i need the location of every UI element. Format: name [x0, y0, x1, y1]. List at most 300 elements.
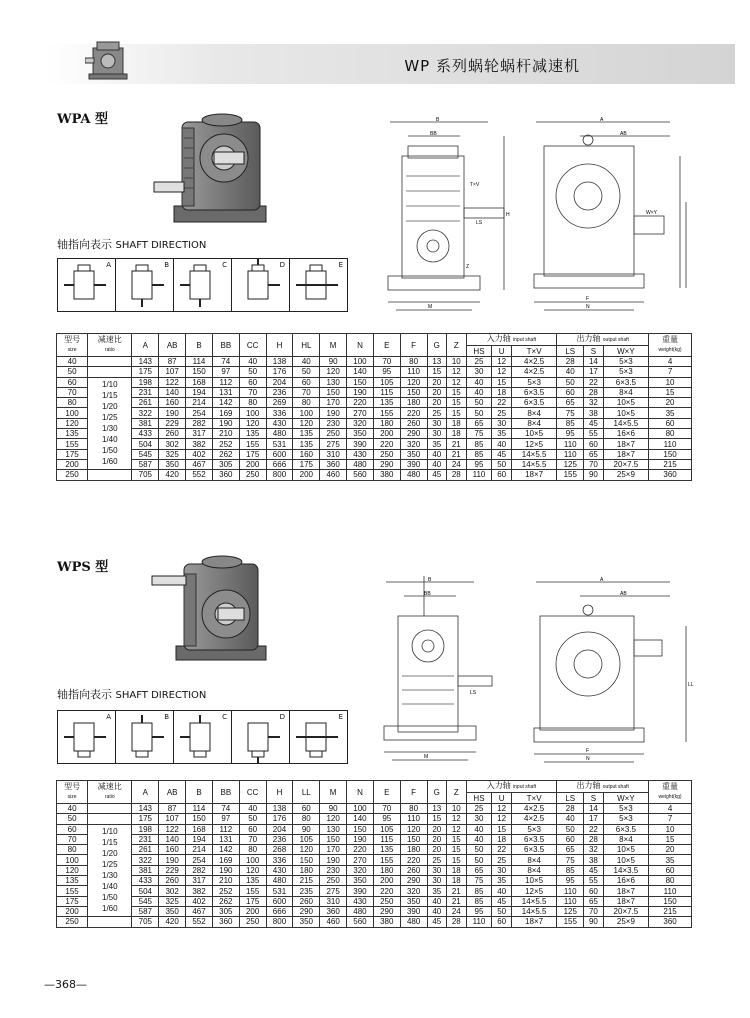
col-header: E: [373, 334, 400, 357]
table-cell: 250: [320, 876, 347, 886]
table-cell: 150: [400, 834, 427, 844]
table-cell: 336: [266, 855, 293, 865]
table-cell: 262: [212, 896, 239, 906]
table-cell: 382: [186, 439, 213, 449]
col-header: N: [347, 334, 374, 357]
cell-model: 250: [57, 470, 88, 480]
table-cell: 169: [212, 408, 239, 418]
table-cell: 705: [132, 470, 159, 480]
col-header-output-shaft: 出力轴 output shaft: [557, 334, 649, 346]
table-cell: 220: [373, 439, 400, 449]
wpa-side-view-drawing: [378, 116, 518, 316]
table-cell: 45: [492, 449, 512, 459]
table-cell: 270: [347, 855, 374, 865]
table-cell: 70: [584, 906, 604, 916]
table-cell: 90: [584, 917, 604, 927]
table-cell: 122: [159, 377, 186, 387]
table-cell: 45: [492, 896, 512, 906]
table-cell: 13: [427, 357, 447, 367]
table-cell: 112: [212, 824, 239, 834]
table-cell: 6×3.5: [603, 377, 648, 387]
table-cell: 180: [373, 865, 400, 875]
table-cell: 75: [466, 429, 492, 439]
table-cell: 190: [159, 408, 186, 418]
cell-model: 135: [57, 429, 88, 439]
table-cell: 168: [186, 824, 213, 834]
ratio-value: 1/60: [102, 457, 118, 467]
table-cell: 60: [557, 387, 584, 397]
direction-diagram-d: D: [232, 259, 290, 311]
table-cell: 22: [492, 398, 512, 408]
table-cell: 130: [320, 824, 347, 834]
table-cell: 21: [447, 896, 467, 906]
wps-side-label-m: M: [424, 754, 429, 760]
side-label-bb: BB: [430, 131, 437, 137]
table-cell: 545: [132, 896, 159, 906]
table-cell: 10: [447, 804, 467, 814]
table-cell: 600: [266, 449, 293, 459]
table-cell: 262: [212, 449, 239, 459]
wps-side-label-ls: LS: [470, 690, 477, 696]
table-cell: 220: [400, 855, 427, 865]
table-cell: 28: [447, 470, 467, 480]
table-cell: 10: [649, 824, 692, 834]
table-cell: 70: [584, 459, 604, 469]
ratio-value: 1/50: [102, 446, 118, 456]
table-cell: 131: [212, 834, 239, 844]
table-cell: 135: [293, 439, 320, 449]
table-cell: 15: [492, 824, 512, 834]
table-cell: 7: [649, 367, 692, 377]
table-cell: 45: [584, 865, 604, 875]
table-cell: 143: [132, 804, 159, 814]
table-cell: 150: [649, 896, 692, 906]
table-cell: 110: [557, 439, 584, 449]
table-cell: 138: [266, 804, 293, 814]
section-title-wpa: WPA 型: [57, 112, 109, 127]
table-cell: 4: [649, 804, 692, 814]
col-subheader: S: [584, 346, 604, 357]
table-cell: 110: [400, 367, 427, 377]
table-cell: 21: [447, 886, 467, 896]
col-subheader: HS: [466, 793, 492, 804]
table-cell: 6×3.5: [603, 824, 648, 834]
front-label-ab: AB: [620, 131, 627, 137]
table-cell: 40: [427, 459, 447, 469]
ratio-value: 1/30: [102, 871, 118, 881]
table-cell: 110: [557, 896, 584, 906]
table-cell: 250: [373, 896, 400, 906]
page-number: —368—: [44, 978, 87, 991]
table-cell: 236: [266, 834, 293, 844]
table-cell: 110: [649, 439, 692, 449]
table-cell: 120: [320, 814, 347, 824]
wpa-front-view-drawing: [520, 116, 698, 316]
col-header-weight: 重量 weight(kg): [649, 781, 692, 804]
table-row: [57, 439, 692, 449]
table-cell: 8×4: [511, 855, 556, 865]
ratio-value: 1/50: [102, 893, 118, 903]
cell-model: 40: [57, 804, 88, 814]
table-cell: 95: [557, 429, 584, 439]
table-cell: 350: [400, 896, 427, 906]
table-cell: 13: [427, 804, 447, 814]
wps-front-label-a: A: [600, 577, 604, 583]
table-cell: 260: [400, 418, 427, 428]
table-cell: 28: [447, 917, 467, 927]
table-cell: 28: [557, 357, 584, 367]
table-cell: 30: [492, 418, 512, 428]
col-header: E: [373, 781, 400, 804]
table-cell: 30: [466, 367, 492, 377]
table-cell: 35: [427, 439, 447, 449]
ratio-value: 1/60: [102, 904, 118, 914]
table-cell: 230: [320, 865, 347, 875]
ratio-value: 1/10: [102, 827, 118, 837]
table-cell: 150: [649, 449, 692, 459]
table-cell: 260: [400, 865, 427, 875]
col-header: LL: [293, 781, 320, 804]
table-cell: 160: [293, 449, 320, 459]
table-cell: 10: [447, 357, 467, 367]
table-cell: 15: [447, 845, 467, 855]
table-cell: 531: [266, 439, 293, 449]
table-cell: 95: [466, 906, 492, 916]
table-cell: 85: [466, 449, 492, 459]
table-cell: 110: [557, 449, 584, 459]
table-cell: 105: [293, 834, 320, 844]
table-cell: 4×2.5: [511, 367, 556, 377]
table-cell: 220: [400, 408, 427, 418]
table-cell: 7: [649, 814, 692, 824]
table-cell: 32: [584, 398, 604, 408]
table-cell: 480: [266, 429, 293, 439]
table-cell: 170: [320, 845, 347, 855]
table-cell: 215: [649, 459, 692, 469]
table-cell: 140: [159, 834, 186, 844]
table-cell: 35: [649, 855, 692, 865]
table-cell: 97: [212, 367, 239, 377]
table-cell: 114: [186, 804, 213, 814]
cell-model: 100: [57, 855, 88, 865]
table-cell: 80: [649, 876, 692, 886]
table-cell: 467: [186, 459, 213, 469]
table-cell: 150: [400, 387, 427, 397]
table-cell: 40: [492, 439, 512, 449]
table-cell: 320: [400, 439, 427, 449]
table-row: [57, 377, 692, 387]
table-cell: 5×3: [603, 357, 648, 367]
ratio-value: 1/25: [102, 413, 118, 423]
table-cell: 390: [400, 459, 427, 469]
table-cell: 60: [239, 377, 266, 387]
table-cell: 214: [186, 398, 213, 408]
table-cell: 210: [212, 429, 239, 439]
table-cell: 24: [447, 906, 467, 916]
table-cell: 200: [239, 459, 266, 469]
table-row: [57, 865, 692, 875]
table-cell: 18×7: [603, 896, 648, 906]
direction-diagram-a: A: [58, 259, 116, 311]
table-cell: 25×9: [603, 917, 648, 927]
table-cell: 360: [212, 470, 239, 480]
table-cell: 20: [427, 387, 447, 397]
direction-diagram-a: A: [58, 711, 116, 763]
col-header-input-shaft: 入力轴 input shaft: [466, 781, 557, 793]
cell-model: 60: [57, 824, 88, 834]
table-cell: 170: [320, 398, 347, 408]
cell-model: 250: [57, 917, 88, 927]
table-cell: 80: [400, 804, 427, 814]
col-header: BB: [212, 781, 239, 804]
table-cell: 110: [466, 917, 492, 927]
table-cell: 12×5: [511, 439, 556, 449]
table-cell: 80: [293, 814, 320, 824]
table-cell: 336: [266, 408, 293, 418]
table-cell: 231: [132, 834, 159, 844]
table-cell: 230: [320, 418, 347, 428]
table-cell: 381: [132, 418, 159, 428]
direction-diagram-c: C: [174, 259, 232, 311]
col-header: F: [400, 334, 427, 357]
table-cell: 100: [293, 408, 320, 418]
table-cell: 390: [347, 439, 374, 449]
wps-front-label-n: N: [586, 756, 590, 762]
table-cell: 155: [557, 470, 584, 480]
table-cell: 14×5.5: [511, 459, 556, 469]
table-cell: 150: [293, 855, 320, 865]
table-row: [57, 824, 692, 834]
table-cell: 18×7: [603, 449, 648, 459]
table-cell: 150: [186, 814, 213, 824]
table-cell: 231: [132, 387, 159, 397]
table-cell: 360: [212, 917, 239, 927]
table-cell: 290: [373, 906, 400, 916]
table-cell: 90: [320, 357, 347, 367]
table-cell: 504: [132, 886, 159, 896]
table-cell: 4×2.5: [511, 357, 556, 367]
table-cell: 155: [239, 886, 266, 896]
col-header-ratio: 减速比 ratio: [88, 334, 132, 357]
table-cell: 4×2.5: [511, 814, 556, 824]
table-cell: 120: [239, 418, 266, 428]
table-cell: 250: [239, 917, 266, 927]
table-cell: 433: [132, 429, 159, 439]
table-cell: 200: [239, 906, 266, 916]
table-cell: 95: [466, 459, 492, 469]
col-subheader: U: [492, 346, 512, 357]
wpa-shaft-direction-strip: [57, 258, 348, 312]
table-row: [57, 917, 692, 927]
cell-ratio-list: [88, 377, 132, 470]
table-cell: 168: [186, 377, 213, 387]
table-cell: 138: [266, 357, 293, 367]
table-cell: 290: [373, 459, 400, 469]
table-cell: 90: [293, 824, 320, 834]
table-cell: 15: [649, 387, 692, 397]
table-cell: 60: [649, 418, 692, 428]
table-cell: 190: [347, 387, 374, 397]
cell-ratio-empty: [88, 804, 132, 814]
table-cell: 194: [186, 834, 213, 844]
col-header: M: [320, 781, 347, 804]
table-cell: 380: [373, 470, 400, 480]
table-cell: 190: [212, 418, 239, 428]
table-cell: 552: [186, 470, 213, 480]
table-cell: 15: [427, 814, 447, 824]
table-cell: 390: [347, 886, 374, 896]
front-label-wxy: W×Y: [646, 210, 657, 216]
table-cell: 4×2.5: [511, 804, 556, 814]
table-cell: 5×3: [511, 824, 556, 834]
table-row: [57, 429, 692, 439]
table-cell: 135: [373, 845, 400, 855]
table-row: [57, 876, 692, 886]
table-cell: 20: [427, 377, 447, 387]
table-cell: 75: [557, 408, 584, 418]
table-cell: 260: [159, 429, 186, 439]
ratio-value: 1/25: [102, 860, 118, 870]
table-cell: 38: [584, 855, 604, 865]
table-cell: 12: [447, 377, 467, 387]
table-cell: 214: [186, 845, 213, 855]
table-cell: 250: [373, 449, 400, 459]
cell-model: 175: [57, 449, 88, 459]
table-cell: 305: [212, 459, 239, 469]
table-cell: 114: [186, 357, 213, 367]
table-cell: 14×5.5: [603, 418, 648, 428]
table-cell: 22: [584, 824, 604, 834]
ratio-value: 1/20: [102, 402, 118, 412]
side-label-b: B: [436, 117, 440, 123]
table-cell: 10: [649, 377, 692, 387]
table-cell: 35: [427, 886, 447, 896]
col-header-ratio: 减速比 ratio: [88, 781, 132, 804]
table-cell: 85: [557, 865, 584, 875]
cell-model: 70: [57, 387, 88, 397]
side-label-z: Z: [466, 264, 470, 270]
table-cell: 4: [649, 357, 692, 367]
table-cell: 25: [466, 357, 492, 367]
col-header: N: [347, 781, 374, 804]
table-row: [57, 408, 692, 418]
table-cell: 6×3.5: [511, 845, 556, 855]
wps-side-label-b: B: [428, 577, 432, 583]
table-row: [57, 845, 692, 855]
table-cell: 560: [347, 470, 374, 480]
table-cell: 666: [266, 906, 293, 916]
table-cell: 18: [447, 418, 467, 428]
table-cell: 50: [466, 408, 492, 418]
table-cell: 382: [186, 886, 213, 896]
table-cell: 204: [266, 377, 293, 387]
table-cell: 252: [212, 439, 239, 449]
direction-diagram-e: E: [290, 711, 347, 763]
table-cell: 50: [239, 367, 266, 377]
table-cell: 97: [212, 814, 239, 824]
col-header: HL: [293, 334, 320, 357]
table-cell: 254: [186, 408, 213, 418]
table-cell: 552: [186, 917, 213, 927]
table-cell: 40: [239, 804, 266, 814]
table-cell: 25×9: [603, 470, 648, 480]
table-cell: 467: [186, 906, 213, 916]
col-header: F: [400, 781, 427, 804]
table-cell: 350: [400, 449, 427, 459]
table-cell: 12×5: [511, 886, 556, 896]
table-cell: 250: [320, 429, 347, 439]
table-cell: 45: [427, 470, 447, 480]
col-header: A: [132, 334, 159, 357]
table-cell: 30: [427, 418, 447, 428]
table-cell: 800: [266, 470, 293, 480]
table-cell: 18: [447, 429, 467, 439]
table-cell: 20×7.5: [603, 906, 648, 916]
table-cell: 200: [293, 470, 320, 480]
table-cell: 60: [584, 886, 604, 896]
front-label-f: F: [586, 296, 590, 302]
table-cell: 25: [427, 408, 447, 418]
col-header: H: [266, 334, 293, 357]
table-cell: 87: [159, 357, 186, 367]
col-subheader: HS: [466, 346, 492, 357]
table-cell: 74: [212, 804, 239, 814]
table-cell: 60: [557, 834, 584, 844]
table-cell: 120: [293, 418, 320, 428]
table-cell: 130: [320, 377, 347, 387]
table-cell: 8×4: [603, 834, 648, 844]
table-cell: 504: [132, 439, 159, 449]
table-cell: 65: [584, 896, 604, 906]
table-cell: 60: [239, 824, 266, 834]
table-cell: 235: [293, 886, 320, 896]
table-cell: 155: [373, 855, 400, 865]
table-cell: 10×5: [511, 876, 556, 886]
cell-model: 200: [57, 459, 88, 469]
table-cell: 80: [239, 398, 266, 408]
table-cell: 110: [400, 814, 427, 824]
wps-front-label-ab: AB: [620, 591, 627, 597]
col-header-input-shaft: 入力轴 input shaft: [466, 334, 557, 346]
col-subheader: T×V: [511, 346, 556, 357]
table-cell: 140: [347, 814, 374, 824]
table-cell: 6×3.5: [511, 834, 556, 844]
table-cell: 30: [427, 429, 447, 439]
table-cell: 95: [373, 367, 400, 377]
table-cell: 229: [159, 418, 186, 428]
table-cell: 269: [266, 398, 293, 408]
cell-model: 120: [57, 865, 88, 875]
table-row: [57, 449, 692, 459]
table-cell: 60: [584, 439, 604, 449]
table-cell: 75: [466, 876, 492, 886]
table-cell: 40: [466, 387, 492, 397]
col-subheader: S: [584, 793, 604, 804]
wps-spec-table: [56, 780, 692, 928]
table-cell: 268: [266, 845, 293, 855]
direction-diagram-b: B: [116, 711, 174, 763]
table-cell: 317: [186, 876, 213, 886]
table-cell: 282: [186, 418, 213, 428]
table-cell: 390: [400, 906, 427, 916]
table-cell: 320: [400, 886, 427, 896]
table-cell: 18×7: [511, 470, 556, 480]
table-cell: 25: [427, 855, 447, 865]
table-cell: 215: [293, 876, 320, 886]
table-row: [57, 834, 692, 844]
table-row: [57, 357, 692, 367]
table-row: [57, 418, 692, 428]
